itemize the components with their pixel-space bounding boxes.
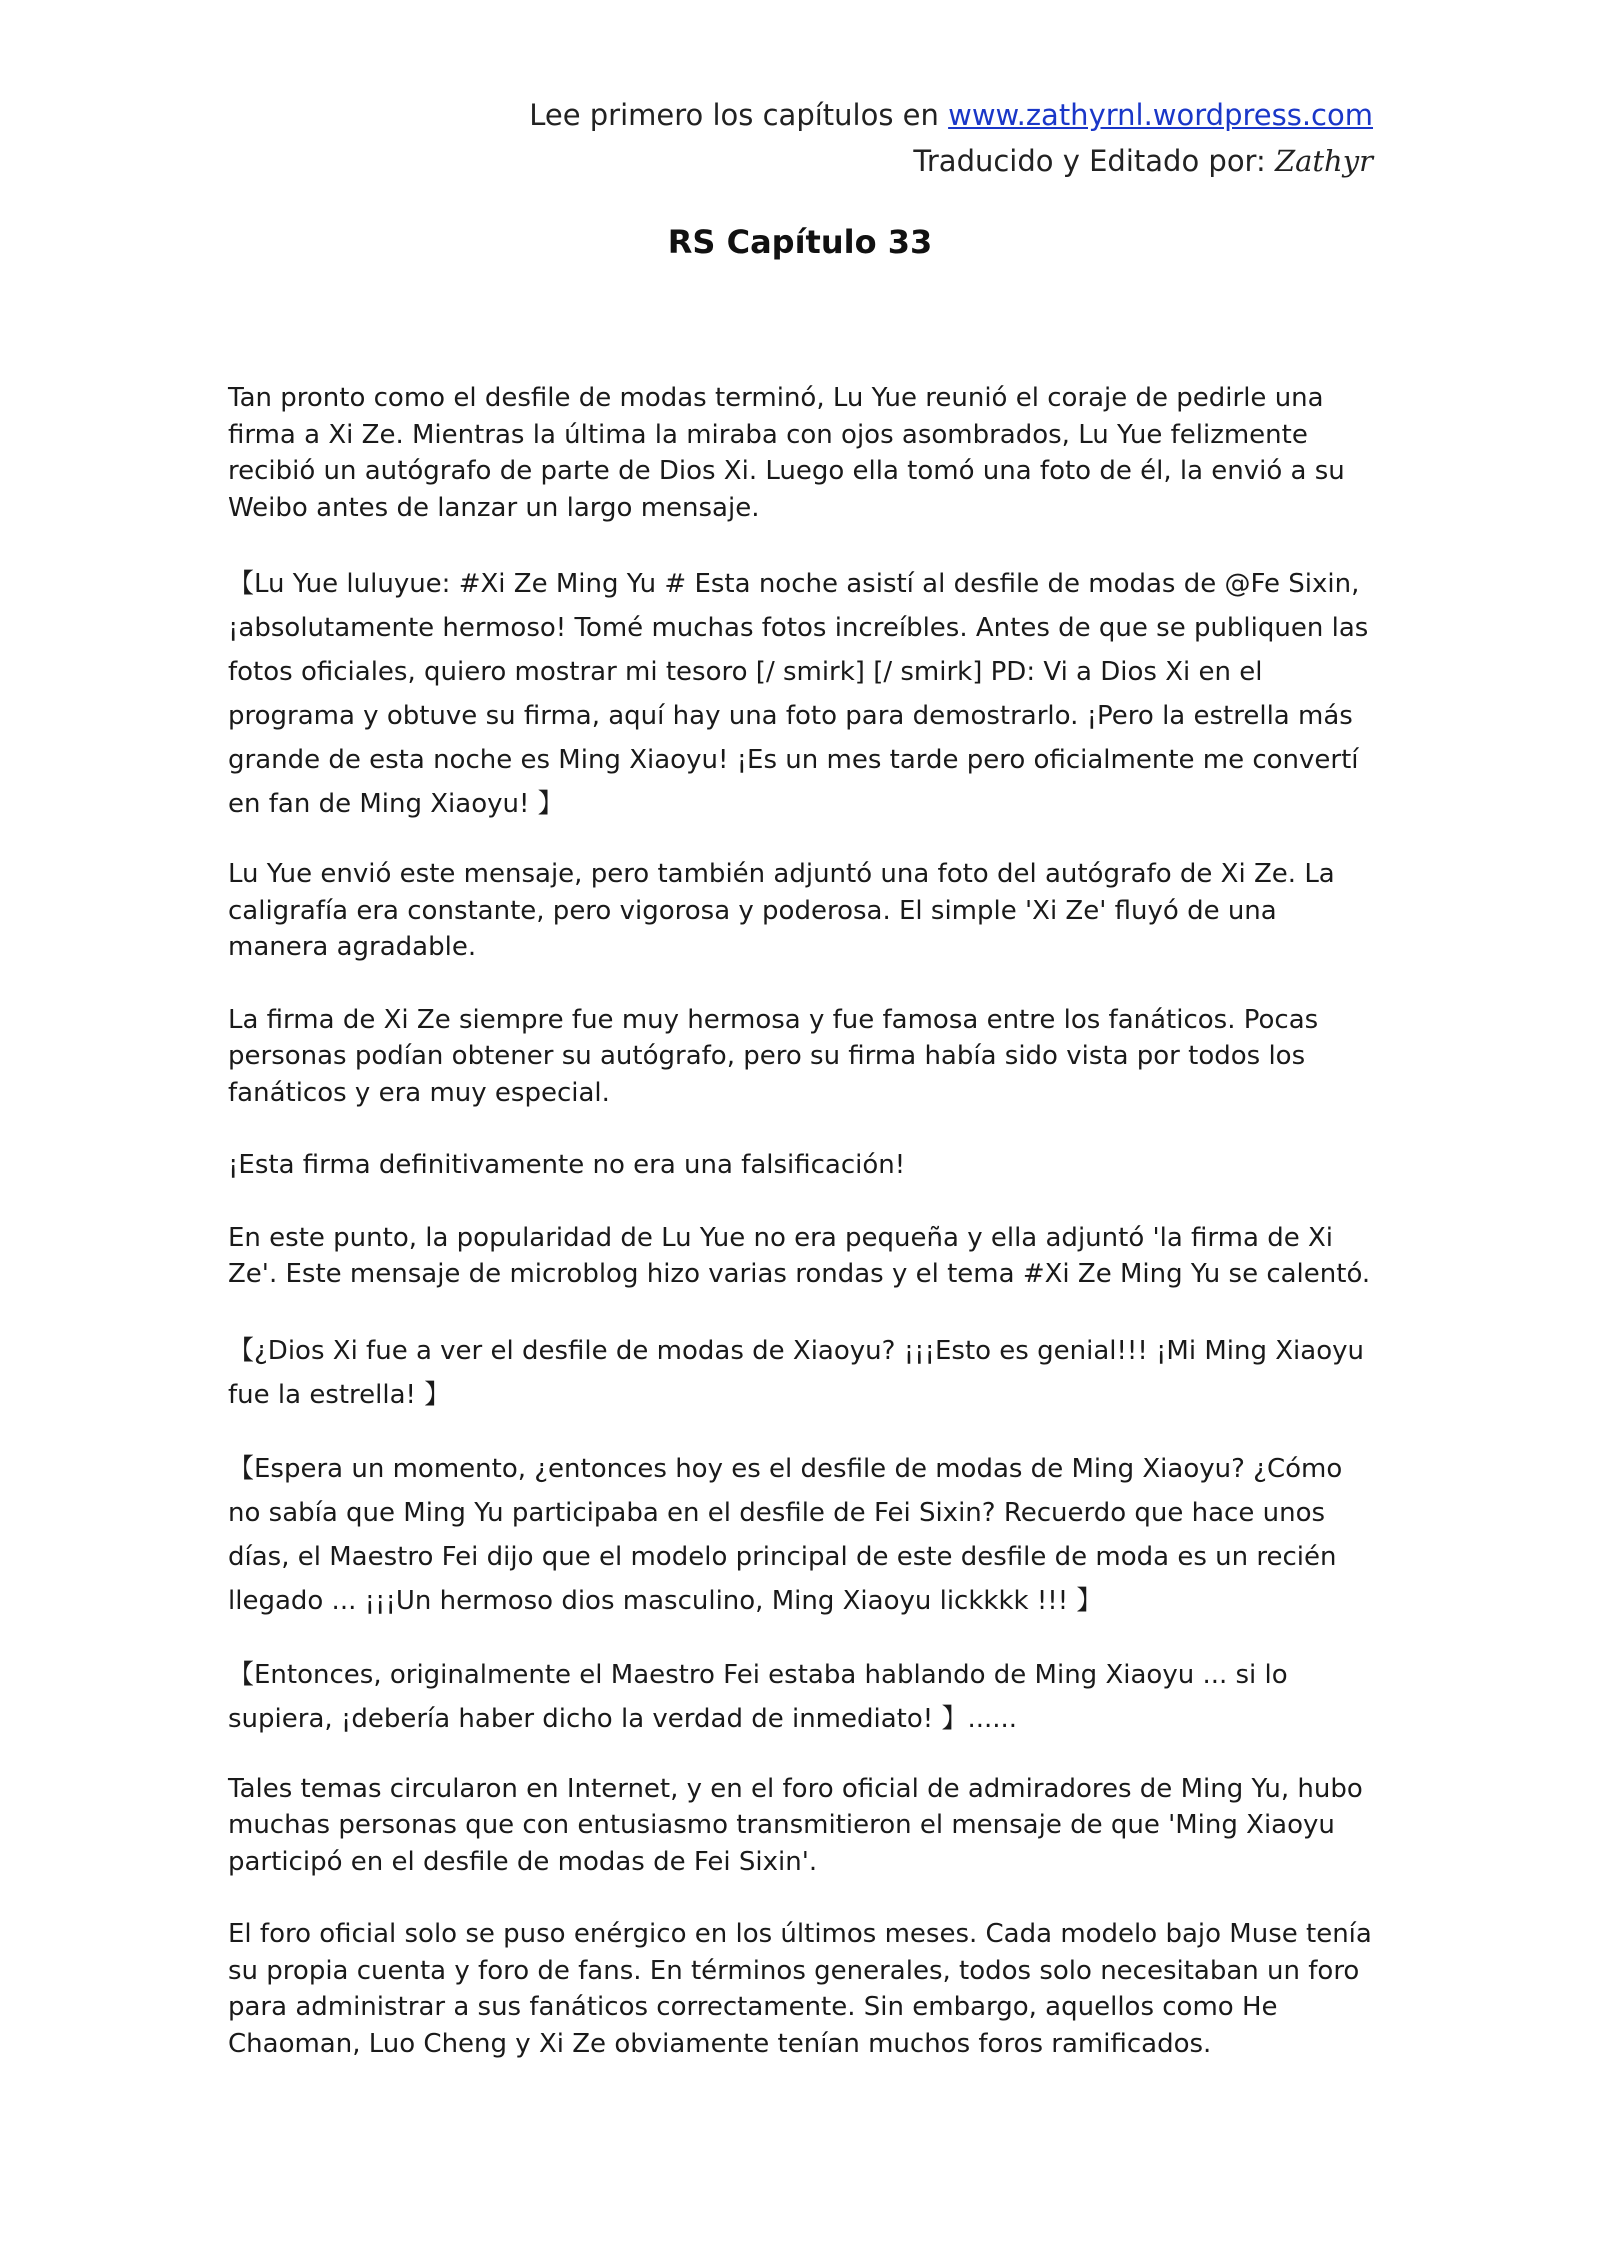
header-translator-line (529, 138, 1373, 184)
quote-paragraph: 【Espera un momento, ¿entonces hoy es el desfile de modas de Ming Xiaoyu? ¿Cómo no sabía que Ming Yu participaba en el desfile de Fei Sixin? Recuerdo que hace unos días, el Maestro Fei dijo que el modelo principal de este desfile de moda es un recién llegado ... ¡¡¡Un hermoso dios masculino, Ming Xiaoyu lickkkk !!! 】 (228, 1453, 1343, 1616)
paragraph: ¡Esta firma definitivamente no era una falsificación! (228, 1150, 906, 1180)
website-link[interactable]: www.zathyrnl.wordpress.com (948, 98, 1373, 132)
paragraph: En este punto, la popularidad de Lu Yue no era pequeña y ella adjuntó 'la firma de Xi Ze'. Este mensaje de microblog hizo varias rondas y el tema #Xi Ze Ming Yu se calentó. (228, 1222, 1371, 1289)
header (529, 92, 1373, 184)
paragraph: Tan pronto como el desfile de modas terminó, Lu Yue reunió el coraje de pedirle una firma a Xi Ze. Mientras la última la miraba con ojos asombrados, Lu Yue felizmente recibió un autógrafo de parte de Dios Xi. Luego ella tomó una foto de él, la envió a su Weibo antes de lanzar un largo mensaje. (228, 383, 1345, 523)
paragraph: Lu Yue envió este mensaje, pero también adjuntó una foto del autógrafo de Xi Ze. La caligrafía era constante, pero vigorosa y poderosa. El simple 'Xi Ze' fluyó de una manera agradable. (228, 859, 1335, 962)
paragraph: Tales temas circularon en Internet, y en el foro oficial de admiradores de Ming Yu, hubo muchas personas que con entusiasmo transmitieron el mensaje de que 'Ming Xiaoyu participó en el desfile de modas de Fei Sixin'. (228, 1773, 1363, 1877)
quote-paragraph: 【Lu Yue luluyue: #Xi Ze Ming Yu # Esta noche asistí al desfile de modas de @Fe Sixin, ¡absolutamente hermoso! Tomé muchas fotos increíbles. Antes de que se publiquen las fotos oficiales, quiero mostrar mi tesoro [/ smirk] [/ smirk] PD: Vi a Dios Xi en el programa y obtuve su firma, aquí hay una foto para demostrarlo. ¡Pero la estrella más grande de esta noche es Ming Xiaoyu! ¡Es un mes tarde pero oficialmente me convertí en fan de Ming Xiaoyu! 】 (228, 569, 1369, 819)
header-read-first-line (529, 92, 1373, 138)
translator-label: Traducido y Editado por: (913, 144, 1275, 178)
chapter-title-row (0, 223, 1600, 261)
chapter-body (228, 380, 1373, 2098)
quote-paragraph: 【¿Dios Xi fue a ver el desfile de modas de Xiaoyu? ¡¡¡Esto es genial!!! ¡Mi Ming Xiaoyu fue la estrella! 】 (228, 1335, 1364, 1410)
paragraph: La firma de Xi Ze siempre fue muy hermosa y fue famosa entre los fanáticos. Pocas personas podían obtener su autógrafo, pero su firma había sido vista por todos los fanáticos y era muy especial. (228, 1004, 1319, 1108)
header-read-first-text: Lee primero los capítulos en (529, 98, 949, 132)
chapter-title: RS Capítulo 33 (667, 223, 933, 261)
paragraph: El foro oficial solo se puso enérgico en los últimos meses. Cada modelo bajo Muse tenía su propia cuenta y foro de fans. En términos generales, todos solo necesitaban un foro para administrar a sus fanáticos correctamente. Sin embargo, aquellos como He Chaoman, Luo Cheng y Xi Ze obviamente tenían muchos foros ramificados. (228, 1919, 1372, 2059)
quote-paragraph: 【Entonces, originalmente el Maestro Fei estaba hablando de Ming Xiaoyu ... si lo supiera, ¡debería haber dicho la verdad de inmediato! 】...... (228, 1659, 1288, 1734)
translator-name: Zathyr (1274, 144, 1373, 178)
